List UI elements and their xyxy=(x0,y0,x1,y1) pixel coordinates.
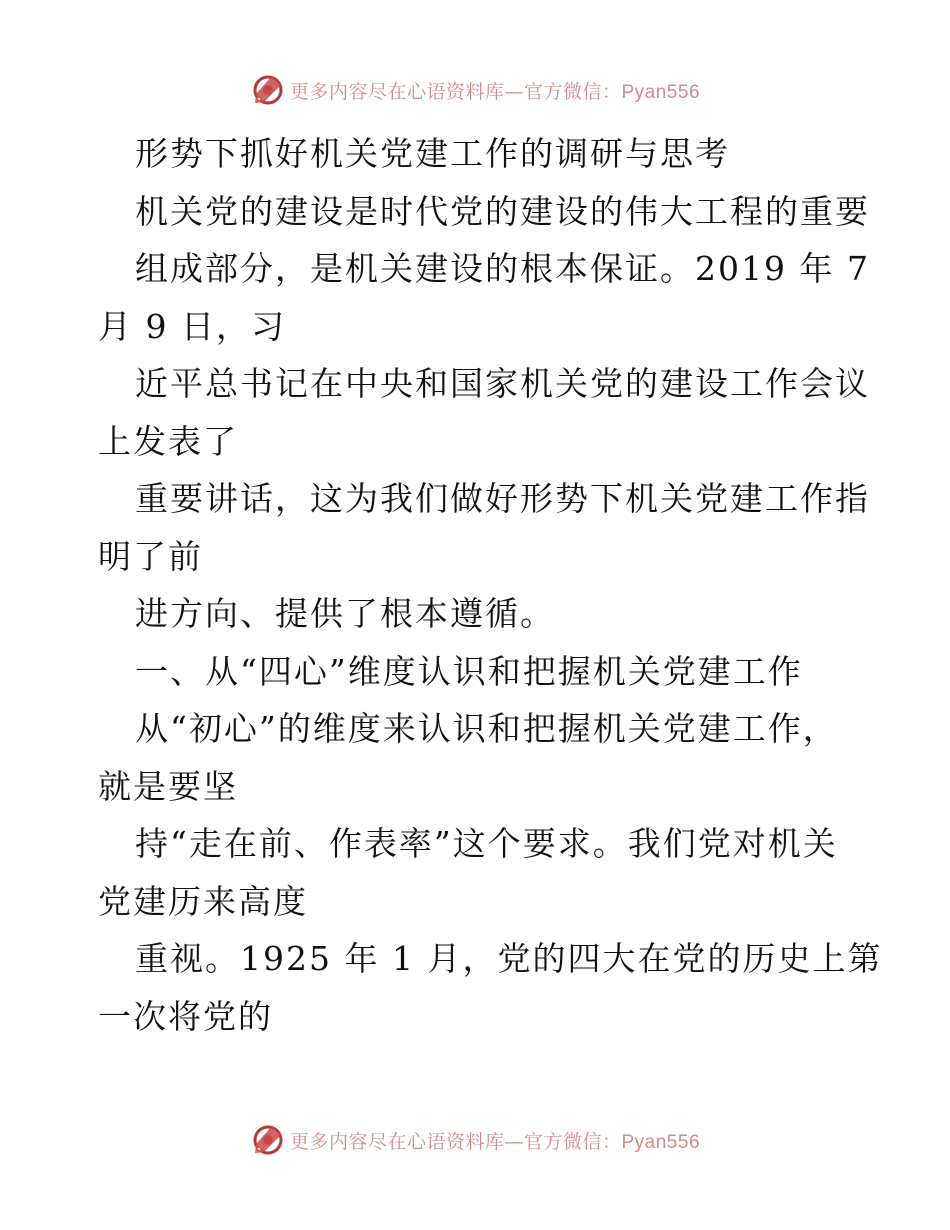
text-line: 重要讲话，这为我们做好形势下机关党建工作指 xyxy=(135,479,870,518)
text-line: 一次将党的 xyxy=(98,996,273,1036)
pen-circle-logo-icon xyxy=(250,1122,286,1158)
text-line: 月 9 日，习 xyxy=(98,306,286,346)
page-header-watermark xyxy=(0,70,950,110)
text-line: 明了前 xyxy=(98,536,203,576)
watermark xyxy=(250,1122,700,1158)
text-line: 机关党的建设是时代党的建设的伟大工程的重要 xyxy=(135,191,870,231)
watermark-text: 更多内容尽在心语资料库—官方微信：Pyan556 xyxy=(289,80,701,103)
document-title: 形势下抓好机关党建工作的调研与思考 xyxy=(135,134,730,173)
page-footer-watermark xyxy=(0,1120,950,1160)
section-heading: 一、从“四心”维度认识和把握机关党建工作 xyxy=(135,651,803,691)
text-line: 进方向、提供了根本遵循。 xyxy=(135,594,555,633)
text-line: 上发表了 xyxy=(98,421,238,461)
text-line: 就是要坚 xyxy=(98,766,238,806)
text-line: 持“走在前、作表率”这个要求。我们党对机关 xyxy=(135,824,838,863)
document-body xyxy=(98,125,883,1045)
watermark-text: 更多内容尽在心语资料库—官方微信：Pyan556 xyxy=(289,1130,701,1153)
text-line: 近平总书记在中央和国家机关党的建设工作会议 xyxy=(135,364,870,403)
text-line: 重视。1925 年 1 月，党的四大在党的历史上第 xyxy=(135,939,883,978)
text-line: 党建历来高度 xyxy=(98,881,308,921)
pen-circle-logo-icon xyxy=(250,72,286,108)
text-line: 从“初心”的维度来认识和把握机关党建工作， xyxy=(135,709,838,748)
text-line: 组成部分，是机关建设的根本保证。2019 年 7 xyxy=(135,249,870,288)
watermark xyxy=(250,72,700,108)
